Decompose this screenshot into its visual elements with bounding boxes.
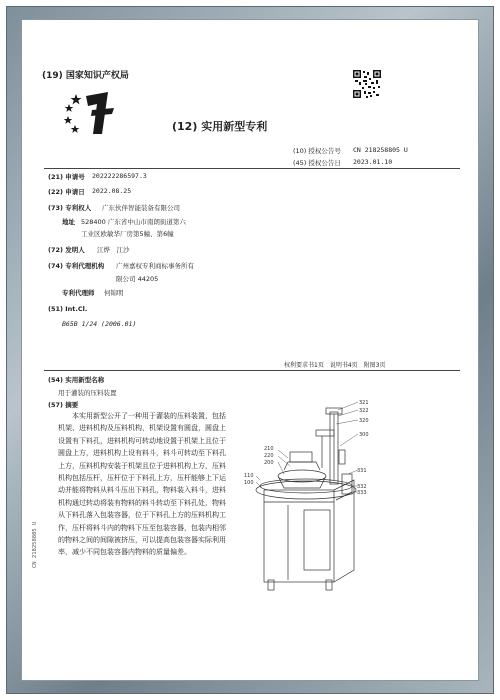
fig-label-320: 320: [359, 418, 369, 424]
header-divider: [44, 168, 460, 169]
fig-label-333: 333: [357, 490, 367, 496]
device-drawing: [244, 390, 369, 600]
app-date: 2022.08.25: [92, 187, 132, 195]
qr-code-icon: [353, 70, 381, 98]
patentee: 广东伙伴智能装备有限公司: [102, 204, 180, 212]
fig-label-332: 332: [357, 484, 367, 490]
fig-label-300: 300: [359, 432, 369, 438]
address-label: 地址: [62, 218, 75, 226]
grant-date: 2023.01.10: [353, 158, 393, 166]
document-type: (12) 实用新型专利: [172, 120, 268, 133]
office-name: (19) 国家知识产权局: [42, 71, 129, 81]
app-date-label: (22) 申请日: [48, 188, 85, 196]
abstract-divider: [44, 370, 460, 371]
agency-line-2: 限公司 44205: [116, 275, 159, 283]
patent-page: [22, 20, 478, 680]
agency-line-1: 广州嘉权专利商标事务所有: [116, 262, 194, 270]
agency-label: (74) 专利代理机构: [48, 262, 105, 270]
side-publication-code: CN 218258805 U: [32, 521, 38, 568]
grant-no: CN 218258805 U: [353, 146, 408, 154]
abstract-text: 本实用新型公开了一种用于灌装的压料装置，包括机架、进料机构及压料机构，机架设置有圆盘，圆盘上设置有下料孔，进料机构可转动地设置于机架上且位于圆盘上方，进料机构上设有料斗，料斗可转动至下料孔上方，压料机构安装于机架且位于进料机构上方，压料机构包括压杆，压杆位于下料孔上方，压杆能够上下运动并能将物料从料斗压出下料孔，物料装入料斗，进料机构通过转动将装有物料的料斗转动至下料孔处，物料从下料孔落入包装容器，位于下料孔上方的压料机构工作，压杆将料斗内的物料下压至包装容器，包装内相邻的物料之间的间隙被挤压，可以提高包装容器实际利用率，减少不同包装容器内物料的质量偏差。: [58, 412, 226, 557]
fig-label-321: 321: [359, 400, 369, 406]
fig-label-200: 200: [264, 460, 274, 466]
fig-label-331: 331: [357, 468, 367, 474]
agent-label: 专利代理师: [62, 289, 95, 297]
patentee-label: (73) 专利权人: [48, 204, 92, 212]
int-cl-label: (51) Int.Cl.: [48, 305, 88, 313]
fig-label-210: 210: [264, 446, 274, 452]
fig-label-110: 110: [244, 473, 254, 479]
utility-name-label: (54) 实用新型名称: [48, 376, 105, 384]
grant-date-label: (45) 授权公告日: [293, 159, 341, 167]
agent: 何锦明: [104, 289, 124, 297]
address-line-1: 528400 广东省中山市南朗街道第六: [81, 218, 186, 226]
utility-name: 用于灌装的压料装置: [58, 389, 117, 397]
page-counts: 权利要求书1页 说明书4页 附图3页: [284, 362, 386, 369]
app-no-label: (21) 申请号: [48, 173, 85, 181]
inventors: 江烨 江沙: [97, 246, 130, 254]
fig-label-322: 322: [359, 408, 369, 414]
fig-label-220: 220: [264, 453, 274, 459]
fig-label-100: 100: [244, 480, 254, 486]
int-cl: B65B 1/24 (2006.01): [62, 320, 137, 328]
app-no: 202222286597.3: [92, 172, 147, 180]
cnipa-logo-icon: [62, 88, 120, 140]
address-line-2: 工业区欧敏华厂房第5幢、第6幢: [81, 230, 174, 238]
abstract-label: (57) 摘要: [48, 401, 79, 409]
inventor-label: (72) 发明人: [48, 246, 85, 254]
grant-no-label: (10) 授权公告号: [293, 147, 341, 155]
